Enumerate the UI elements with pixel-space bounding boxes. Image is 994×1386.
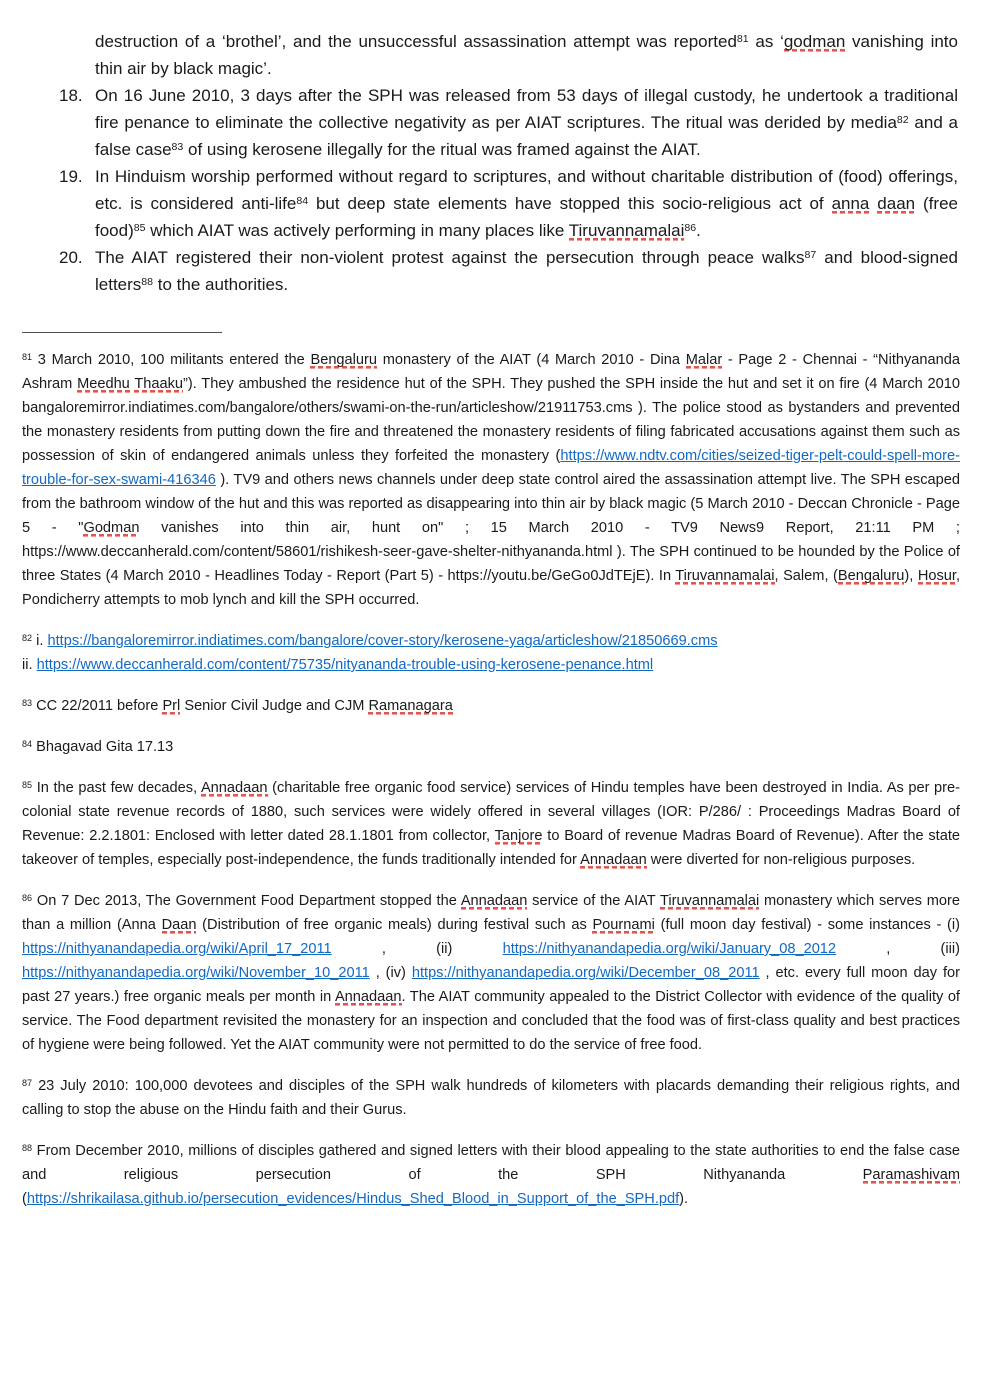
footnote-87 [22,1074,960,1122]
footnote-ref-85: 85 [133,222,146,235]
footnote-ref-84: 84 [296,195,309,208]
misspelled-word: Prl [162,698,181,714]
misspelled-word: Thaaku [134,376,184,392]
misspelled-word: Paramashivam [862,1167,960,1183]
text-run: 3 March 2010, 100 militants entered the [37,352,311,368]
text-run: The AIAT registered their non-violent protest against the persecution through peace walks [95,248,805,267]
text-run: Senior Civil Judge and CJM [180,698,369,714]
footnote-84 [22,735,960,759]
text-run: as ‘ [748,32,784,51]
list-item-18 [59,82,958,163]
text-run: . The AIAT community appealed to the District Collector with evidence of the quality of service. The Food department revisited the monastery for an inspection and concluded that the food was of first-class quality and best practices of hygiene were being followed. Yet the AIAT community were not permitted to do the service of free food. [22,989,960,1053]
footnote-marker-88: 88 [22,1142,33,1153]
text-run: i. [36,633,48,649]
text-run: ”). They ambushed the residence hut of the SPH. They pushed the SPH inside the hut and set it on fire (4 March 2010 bangaloremirror.indiatimes.com/bangalore/others/swami-on-the-run/articleshow/21911753.cms ). The police stood as bystanders and prevented the monastery residents from putting down the fire and threatened the monastery residents of filing fabricated accusations against them such as possession of skin of endangered animals unless they forfeited the monastery ( [22,376,960,464]
misspelled-word: Daan [161,917,197,933]
text-run: ii. [22,657,37,673]
text-run: , etc. every full moon day for past 27 years.) free organic meals per month in [22,965,960,1005]
footnote-ref-86: 86 [684,222,697,235]
footnote-paragraph [22,735,960,759]
text-run: monastery which serves more than a million (Anna [22,893,960,933]
list-item-20 [59,244,958,298]
misspelled-word: Godman [83,520,140,536]
text-run: and blood-signed letters [95,248,958,294]
footnote-marker-83: 83 [22,697,33,708]
document-page [0,28,994,1211]
text-run: were diverted for non-religious purposes. [646,852,916,868]
text-run: . [696,221,701,240]
footnote-marker-87: 87 [22,1077,33,1088]
text-run: destruction of a ‘brothel’, and the unsuccessful assassination attempt was reported [95,32,737,51]
list-item-19 [59,163,958,244]
footnote-ref-82: 82 [896,114,909,127]
footnote-paragraph [22,348,960,612]
misspelled-word: Tanjore [494,828,543,844]
footnote-paragraph [22,889,960,1057]
text-run: vanishes into thin air, hunt on" ; 15 March 2010 - TV9 News9 Report, 21:11 PM ; https://www.deccanherald.com/content/58601/rishikesh-seer-gave-shelter-nithyananda.html ). The SPH continued to be hounded by the Police of three States (4 March 2010 - Headlines Today - Report (Part 5) - https://youtu.be/GeGo0JdTEjE). In [22,520,960,584]
footnote-88 [22,1139,960,1211]
footnotes-section [22,348,960,1211]
text-run: of using kerosene illegally for the ritual was framed against the AIAT. [183,140,701,159]
text-run: , Salem, ( [774,568,838,584]
text-run: Bhagavad Gita 17.13 [36,739,174,755]
misspelled-word: Annadaan [460,893,528,909]
text-run: (Distribution of free organic meals) during festival such as [196,917,593,933]
misspelled-word: Malar [685,352,723,368]
text-run: From December 2010, millions of disciples gathered and signed letters with their blood appealing to the state authorities to end the false case and religious persecution of the SPH Nithyananda [22,1143,960,1183]
misspelled-word: Annadaan [200,780,268,796]
text-run: ). TV9 and others news channels under deep state control aired the assassination attempt live. The SPH escaped from the bathroom window of the hut and this was reported as disappearing into thin air by black magic (5 March 2010 - Deccan Chronicle - Page 5 - " [22,472,960,536]
footnote-ref-81: 81 [736,33,749,46]
footnote-marker-81: 81 [22,351,33,362]
footnote-marker-85: 85 [22,779,33,790]
footnote-paragraph [22,653,960,677]
footnote-paragraph [22,629,960,653]
paragraph-continuation [95,28,958,82]
footnote-81 [22,348,960,612]
misspelled-word: Annadaan [334,989,402,1005]
hyperlink[interactable]: https://shrikailasa.github.io/persecution_evidences/Hindus_Shed_Blood_in_Support_of_the_SPH.pdf [26,1191,680,1207]
text-run: but deep state elements have stopped this socio-religious act of [308,194,832,213]
list-number: 18. [59,86,83,105]
hyperlink[interactable]: https://nithyanandapedia.org/wiki/January_08_2012 [502,941,837,957]
text-run: (charitable free organic food service) services of Hindu temples have been destroyed in India. As per pre-colonial state revenue records of 1880, such services were widely offered in several villages (IOR: P/286/ : Proceedings Madras Board of Revenue: 2.2.1801: Enclosed with letter dated 28.1.1801 from collector, [22,780,961,844]
text-run: , (iv) [369,965,412,981]
footnote-83 [22,694,960,718]
text-run: service of the AIAT [527,893,660,909]
footnote-82 [22,629,960,677]
misspelled-word: Tiruvannamalai [568,221,685,240]
footnote-separator [22,332,222,333]
footnote-marker-84: 84 [22,738,33,749]
misspelled-word: Bengaluru [310,352,378,368]
footnote-marker-82: 82 [22,632,33,643]
text-run: which AIAT was actively performing in many places like [145,221,569,240]
text-run: , (iii) [836,941,960,957]
footnote-ref-83: 83 [171,141,184,154]
hyperlink[interactable]: https://nithyanandapedia.org/wiki/December_08_2011 [411,965,760,981]
hyperlink[interactable]: https://nithyanandapedia.org/wiki/November_10_2011 [22,965,370,981]
footnote-paragraph [22,1139,960,1211]
text-run: , (ii) [331,941,503,957]
body-paragraphs [59,28,958,298]
text-run: (full moon day festival) - some instances - (i) [654,917,960,933]
text-run: monastery of the AIAT (4 March 2010 - Dina [377,352,686,368]
text-run: On 16 June 2010, 3 days after the SPH was released from 53 days of illegal custody, he undertook a traditional fire penance to eliminate the collective negativity as per AIAT scriptures. The ritual was derided by media [95,86,958,132]
misspelled-word: Hosur [917,568,956,584]
text-run: ), [904,568,918,584]
text-run: On 7 Dec 2013, The Government Food Department stopped the [36,893,461,909]
text-run: to Board of revenue Madras Board of Revenue). After the state takeover of temples, especially post-independence, the funds traditionally intended for [22,828,960,868]
hyperlink[interactable]: https://www.ndtv.com/cities/seized-tiger-pelt-could-spell-more-trouble-for-sex-swami-416346 [22,448,960,488]
misspelled-word: Ramanagara [368,698,453,714]
footnote-paragraph [22,1074,960,1122]
misspelled-word: daan [877,194,916,213]
text-run: to the authorities. [153,275,289,294]
text-run: 23 July 2010: 100,000 devotees and disciples of the SPH walk hundreds of kilometers with placards demanding their religious rights, and calling to stop the abuse on the Hindu faith and their Gurus. [22,1078,960,1118]
footnote-ref-87: 87 [804,249,817,262]
text-run: (free food) [95,194,958,240]
text-run: In Hinduism worship performed without regard to scriptures, and without charitable distribution of (food) offerings, etc. is considered anti-life [95,167,958,213]
misspelled-word: Pournami [592,917,655,933]
text-run: and a false case [95,113,958,159]
text-run: - Page 2 - Chennai - “Nithyananda Ashram [22,352,960,392]
list-number: 20. [59,248,83,267]
misspelled-word: Annadaan [580,852,647,868]
hyperlink[interactable]: https://bangaloremirror.indiatimes.com/bangalore/cover-story/kerosene-yaga/articleshow/21850669.cms [47,633,718,649]
misspelled-word: Meedhu [77,376,130,392]
list-number: 19. [59,167,83,186]
misspelled-word: Tiruvannamalai [659,893,760,909]
hyperlink[interactable]: https://www.deccanherald.com/content/75735/nityananda-trouble-using-kerosene-penance.html [36,657,654,673]
footnote-85 [22,776,960,872]
footnote-paragraph [22,776,960,872]
text-run: vanishing into thin air by black magic’. [95,32,958,78]
text-run: In the past few decades, [36,780,201,796]
footnote-86 [22,889,960,1057]
footnote-marker-86: 86 [22,892,33,903]
text-run: ). [679,1191,689,1207]
text-run: CC 22/2011 before [36,698,163,714]
footnote-ref-88: 88 [141,276,154,289]
misspelled-word: Bengaluru [837,568,905,584]
misspelled-word: godman [783,32,846,51]
misspelled-word: Tiruvannamalai [675,568,775,584]
footnote-paragraph [22,694,960,718]
misspelled-word: anna [831,194,870,213]
text-run: ( [22,1191,27,1207]
text-run: , Pondicherry attempts to mob lynch and kill the SPH occurred. [22,568,960,608]
hyperlink[interactable]: https://nithyanandapedia.org/wiki/April_17_2011 [22,941,332,957]
